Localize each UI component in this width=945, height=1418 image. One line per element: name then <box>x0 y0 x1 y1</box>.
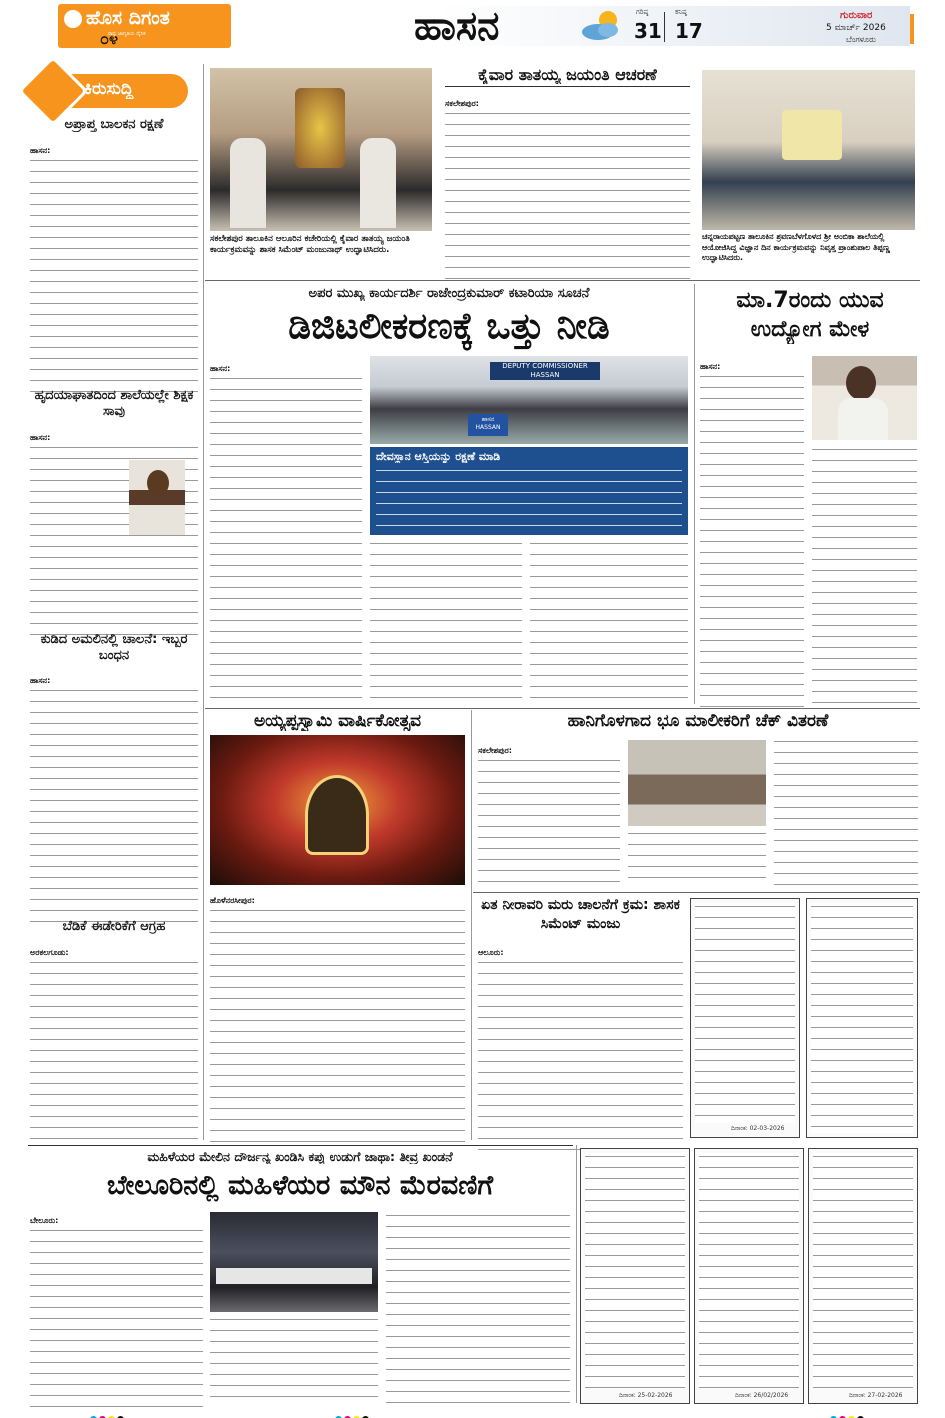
weather-icon <box>578 8 626 42</box>
notice-4-date: ದಿನಾಂಕ: 26/02/2026 <box>735 1392 789 1399</box>
mid-section-rule <box>205 708 920 709</box>
science-day-photo <box>702 70 915 230</box>
brief3-title: ಕುಡಿದ ಅಮಲಿನಲ್ಲಿ ಚಾಲನೆ: ಇಬ್ಬರ ಬಂಧನ <box>40 632 188 663</box>
top-section-rule <box>205 280 920 281</box>
ayyappa-right-rule <box>471 710 472 1140</box>
lead-subbox <box>370 447 688 535</box>
brief1-title: ಅಪ್ರಾಪ್ತ ಬಾಲಕನ ರಕ್ಷಣೆ <box>64 118 164 132</box>
max-temp: 31 <box>634 20 662 42</box>
ayyappa-dateline: ಹೊಳೆನರಸೀಪುರ: <box>210 896 255 905</box>
masthead-orange-bar <box>910 14 914 44</box>
ayyappa-body <box>210 888 465 1140</box>
belur-body-col3 <box>386 1212 570 1404</box>
cheque-photo <box>628 740 766 826</box>
belur-body-col1 <box>30 1208 203 1404</box>
brand-tagline: ರಾಷ್ಟ್ರ ಜಾಗೃತಿಯ ದೈನಿಕ <box>108 31 146 37</box>
lead-kicker: ಅಪರ ಮುಖ್ಯ ಕಾರ್ಯದರ್ಶಿ ರಾಜೇಂದ್ರಕುಮಾರ್ ಕಟಾರಿಯಾ ಸೂಚನೆ <box>308 287 590 301</box>
cheque-body-col2 <box>628 830 766 888</box>
edition-label: ಬೆಂಗಳೂರು <box>846 35 876 44</box>
legal-notice-1 <box>690 898 800 1138</box>
teacher-photo <box>129 460 185 535</box>
brief2-title: ಹೃದಯಾಘಾತದಿಂದ ಶಾಲೆಯಲ್ಲೇ ಶಿಕ್ಷಕ ಸಾವು <box>34 388 194 419</box>
cheque-body-col3 <box>774 738 918 888</box>
brief4-body <box>30 940 198 1132</box>
max-temp-label: ಗರಿಷ್ಠ <box>636 8 649 16</box>
brand-name: ಹೊಸ ದಿಗಂತ <box>86 7 170 29</box>
meeting-table-plate: ಹಾಸನ HASSAN <box>468 414 508 436</box>
ayyappa-title: ಅಯ್ಯಪ್ಪಸ್ವಾಮಿ ವಾರ್ಷಿಕೋತ್ಸವ <box>253 712 422 731</box>
lead-title: ಡಿಜಿಟಲೀಕರಣಕ್ಕೆ ಒತ್ತು ನೀಡಿ <box>288 306 610 347</box>
kaivara-event-photo <box>210 68 432 231</box>
cheque-title: ಹಾನಿಗೊಳಗಾದ ಭೂ ಮಾಲೀಕರಿಗೆ ಚೆಕ್ ವಿತರಣೆ <box>567 712 829 731</box>
lead-dateline: ಹಾಸನ: <box>210 364 231 373</box>
brief1-body <box>30 138 198 382</box>
megaphone-icon <box>18 56 89 127</box>
brief4-dateline: ಅರಕಲಗೂಡು: <box>30 948 69 957</box>
kaivara-title-rule <box>445 86 690 87</box>
lead-subtitle: ದೇವಸ್ಥಾನ ಆಸ್ತಿಯನ್ನು ರಕ್ಷಣೆ ಮಾಡಿ <box>376 451 501 463</box>
belur-dateline: ಬೇಲೂರು: <box>30 1216 59 1225</box>
job-fair-dateline: ಹಾಸನ: <box>700 362 721 371</box>
kaivara-dateline: ಸಕಲೇಶಪುರ: <box>445 99 479 108</box>
brief2-dateline: ಹಾಸನ: <box>30 433 51 442</box>
job-fair-title: ಮಾ.7ರಂದು ಯುವ ಉದ್ಯೋಗ ಮೇಳ <box>736 288 884 342</box>
lead-meeting-photo <box>370 356 688 444</box>
cheque-dateline: ಸಕಲೇಶಪುರ: <box>478 746 512 755</box>
notice-3-date: ದಿನಾಂಕ: 25-02-2026 <box>619 1392 673 1399</box>
brief4-title: ಬೆಡಿಕೆ ಈಡೇರಿಕೆಗೆ ಆಗ್ರಹ <box>62 920 166 934</box>
lead-body-col3 <box>530 540 688 704</box>
kaivara-title: ಕೈವಾರ ತಾತಯ್ಯ ಜಯಂತಿ ಆಚರಣೆ <box>478 66 657 84</box>
irrigation-dateline: ಆಲೂರು: <box>478 948 504 957</box>
belur-top-rule <box>28 1145 573 1146</box>
left-column-rule <box>203 64 204 1140</box>
legal-notice-3 <box>580 1148 690 1404</box>
belur-kicker: ಮಹಿಳೆಯರ ಮೇಲಿನ ದೌರ್ಜನ್ಯ ಖಂಡಿಸಿ ಕಪ್ಪು ಉಡುಗೆ ಜಾಥಾ: ತೀವ್ರ ಖಂಡನೆ <box>147 1150 453 1164</box>
kiru-suddi-header <box>28 66 188 118</box>
belur-right-rule <box>576 1145 577 1403</box>
notice-1-date: ದಿನಾಂಕ: 02-03-2026 <box>731 1125 785 1132</box>
cheque-bottom-rule <box>473 892 920 893</box>
cheque-body-col1 <box>478 738 620 888</box>
date-label: 5 ಮಾರ್ಚ್ 2026 <box>826 23 886 33</box>
brief1-dateline: ಹಾಸನ: <box>30 146 51 155</box>
science-day-caption: ಚನ್ನರಾಯಪಟ್ಟಣ ತಾಲೂಕಿನ ಶ್ರವಣಬೆಳಗೊಳದ ಶ್ರೀ ಅಂಬಿಕಾ ಶಾಲೆಯಲ್ಲಿ ಆಯೋಜಿಸಿದ್ದ ವಿಜ್ಞಾನ ದಿನ ಕಾರ್ಯಕ್ರಮವನ್ನು ನಿವೃತ್ತ ಪ್ರಾಂಶುಪಾಲ ತಿಪ್ಪಣ್ಣ ಉದ್ಘಾಟಿಸಿದರು. <box>702 232 890 262</box>
irrigation-body <box>478 940 683 1140</box>
kaivara-body <box>445 91 690 271</box>
lotus-logo-icon <box>64 10 82 28</box>
min-temp: 17 <box>675 20 703 42</box>
city-name: ಹಾಸನ <box>414 4 500 48</box>
registration-marks-center <box>335 1408 371 1418</box>
brief3-body <box>30 668 198 912</box>
min-temp-label: ಕನಿಷ್ಠ <box>675 8 687 16</box>
registration-marks-right <box>830 1408 866 1418</box>
day-label: ಗುರುವಾರ <box>840 10 873 21</box>
legal-notice-2 <box>806 898 918 1138</box>
lead-right-rule <box>694 284 695 704</box>
page-number: ೦೪ <box>100 30 118 48</box>
belur-rally-photo <box>210 1212 378 1312</box>
job-fair-body-col2 <box>812 446 917 704</box>
job-fair-photo <box>812 356 917 440</box>
kiru-label: ಕಿರುಸುದ್ದಿ <box>84 80 134 99</box>
belur-title: ಬೇಲೂರಿನಲ್ಲಿ ಮಹಿಳೆಯರ ಮೌನ ಮೆರವಣಿಗೆ <box>106 1170 494 1201</box>
job-fair-body <box>700 354 804 704</box>
masthead <box>0 0 945 52</box>
irrigation-title: ಏತ ನೀರಾವರಿ ಮರು ಚಾಲನೆಗೆ ಕ್ರಮ: ಶಾಸಕ ಸಿಮೆಂಟ್ ಮಂಜು <box>481 897 680 932</box>
registration-marks-left <box>90 1408 126 1418</box>
kaivara-photo-caption: ಸಕಲೇಶಪುರ ತಾಲೂಕಿನ ಆಲೂರಿನ ಕಚೇರಿಯಲ್ಲಿ ಕೈವಾರ ತಾತಯ್ಯ ಜಯಂತಿ ಕಾರ್ಯಕ್ರಮವನ್ನು ಶಾಸಕ ಸಿಮೆಂಟ್ ಮಂಜುನಾಥ್ ಉದ್ಘಾಟಿಸಿದರು. <box>210 234 410 255</box>
belur-body-col2 <box>210 1316 378 1404</box>
lead-body-col1 <box>210 356 362 704</box>
legal-notice-4 <box>694 1148 804 1404</box>
brief3-dateline: ಹಾಸನ: <box>30 676 51 685</box>
lead-body-col2 <box>370 540 522 704</box>
notice-5-date: ದಿನಾಂಕ: 27-02-2026 <box>849 1392 903 1399</box>
temp-divider <box>664 12 665 42</box>
legal-notice-5 <box>808 1148 918 1404</box>
ayyappa-idol-photo <box>210 735 465 885</box>
deputy-commissioner-sign: DEPUTY COMMISSIONER HASSAN <box>490 362 600 380</box>
